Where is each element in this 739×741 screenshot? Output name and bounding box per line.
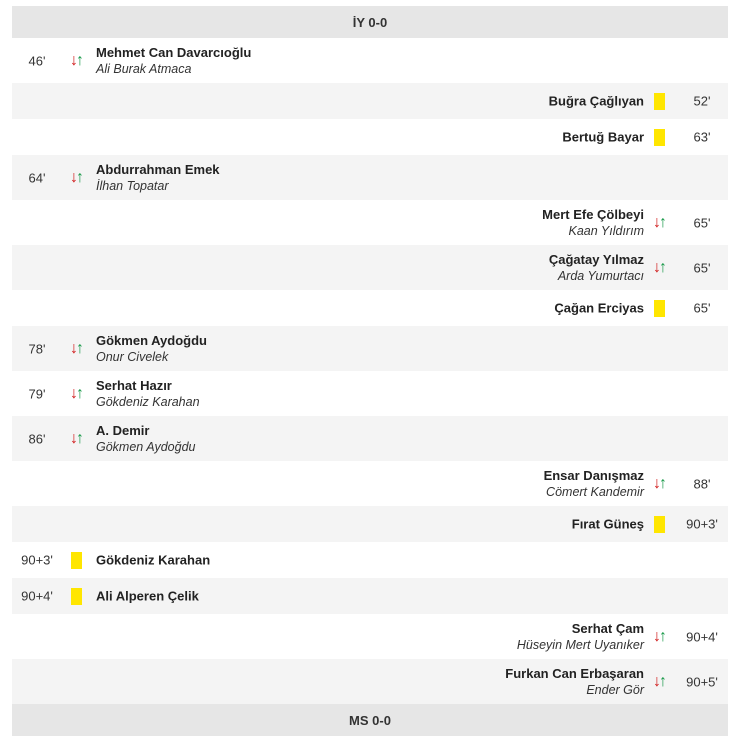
player-in: Mehmet Can Davarcıoğlu	[96, 44, 252, 60]
booked-player: Bertuğ Bayar	[562, 129, 644, 145]
player-in: Çağatay Yılmaz	[548, 251, 644, 267]
event-row	[12, 614, 728, 659]
player-out: Ali Burak Atmaca	[96, 61, 192, 76]
player-out: İlhan Topatar	[96, 178, 169, 193]
player-out: Hüseyin Mert Uyanıker	[516, 637, 644, 652]
event-row	[12, 119, 728, 155]
event-row	[12, 38, 728, 83]
yellow-card-icon	[648, 300, 670, 316]
yellow-card-icon	[648, 129, 670, 145]
event-minute: 46'	[28, 53, 46, 68]
event-minute: 88'	[693, 476, 711, 491]
half-time-header	[12, 6, 728, 38]
event-minute: 90+4'	[686, 629, 718, 644]
event-row	[12, 290, 728, 326]
event-row	[12, 578, 728, 614]
substitution-icon: ↓↑	[653, 213, 665, 231]
substitution-icon: ↓↑	[653, 627, 665, 645]
substitution-icon: ↓↑	[653, 672, 665, 690]
event-players	[549, 251, 644, 285]
substitution-icon: ↓↑	[653, 258, 665, 276]
substitution-icon: ↓↑	[70, 429, 82, 447]
event-players	[549, 93, 644, 110]
match-events-timeline	[12, 6, 728, 736]
event-minute: 65'	[693, 215, 711, 230]
event-row	[12, 245, 728, 290]
events-list	[12, 38, 728, 704]
player-out: Gökmen Aydoğdu	[96, 439, 196, 454]
player-in: Ensar Danışmaz	[543, 467, 644, 483]
event-row	[12, 461, 728, 506]
player-in: Serhat Çam	[571, 620, 644, 636]
event-players	[96, 161, 220, 195]
event-players	[554, 300, 644, 317]
event-players	[572, 516, 644, 533]
event-minute: 65'	[693, 260, 711, 275]
event-players	[96, 332, 207, 366]
event-minute: 78'	[28, 341, 46, 356]
event-players	[505, 665, 644, 699]
event-row	[12, 506, 728, 542]
player-in: Serhat Hazır	[96, 377, 172, 393]
yellow-card-icon	[648, 516, 670, 532]
event-row	[12, 371, 728, 416]
event-minute: 64'	[28, 170, 46, 185]
booked-player: Fırat Güneş	[571, 516, 644, 532]
player-out: Onur Civelek	[96, 349, 169, 364]
event-players	[544, 467, 644, 501]
substitution-icon: ↓↑	[653, 474, 665, 492]
event-players	[96, 588, 199, 605]
event-minute: 52'	[693, 93, 711, 109]
player-out: Arda Yumurtacı	[557, 268, 644, 283]
event-minute: 63'	[693, 129, 711, 145]
full-time-score: MS 0-0	[349, 712, 391, 728]
event-minute: 90+3'	[21, 552, 53, 568]
event-players	[517, 620, 644, 654]
event-row	[12, 83, 728, 119]
booked-player: Gökdeniz Karahan	[96, 552, 211, 568]
player-out: Ender Gör	[586, 682, 644, 697]
event-players	[96, 552, 210, 569]
player-in: Furkan Can Erbaşaran	[505, 665, 644, 681]
event-players	[96, 422, 196, 456]
half-time-score: İY 0-0	[352, 14, 388, 30]
event-minute: 90+3'	[686, 516, 718, 532]
booked-player: Buğra Çağlıyan	[548, 93, 644, 109]
substitution-icon: ↓↑	[70, 339, 82, 357]
player-in: Gökmen Aydoğdu	[96, 332, 207, 348]
event-players	[562, 129, 644, 146]
substitution-icon: ↓↑	[70, 51, 82, 69]
event-row	[12, 155, 728, 200]
event-row	[12, 200, 728, 245]
player-out: Gökdeniz Karahan	[96, 394, 200, 409]
event-row	[12, 326, 728, 371]
player-in: A. Demir	[96, 422, 150, 438]
event-minute: 90+4'	[21, 588, 53, 604]
yellow-card-icon	[648, 93, 670, 109]
booked-player: Ali Alperen Çelik	[96, 588, 199, 604]
event-minute: 90+5'	[686, 674, 718, 689]
player-out: Cömert Kandemir	[546, 484, 644, 499]
event-row	[12, 416, 728, 461]
yellow-card-icon	[65, 552, 87, 568]
event-row	[12, 542, 728, 578]
event-players	[96, 44, 251, 78]
player-out: Kaan Yıldırım	[568, 223, 644, 238]
player-in: Abdurrahman Emek	[96, 161, 220, 177]
booked-player: Çağan Erciyas	[554, 300, 644, 316]
event-minute: 86'	[28, 431, 46, 446]
substitution-icon: ↓↑	[70, 384, 82, 402]
full-time-header	[12, 704, 728, 736]
event-minute: 79'	[28, 386, 46, 401]
yellow-card-icon	[65, 588, 87, 604]
event-players	[542, 206, 644, 240]
event-players	[96, 377, 200, 411]
player-in: Mert Efe Çölbeyi	[542, 206, 644, 222]
substitution-icon: ↓↑	[70, 168, 82, 186]
event-row	[12, 659, 728, 704]
event-minute: 65'	[693, 300, 711, 316]
